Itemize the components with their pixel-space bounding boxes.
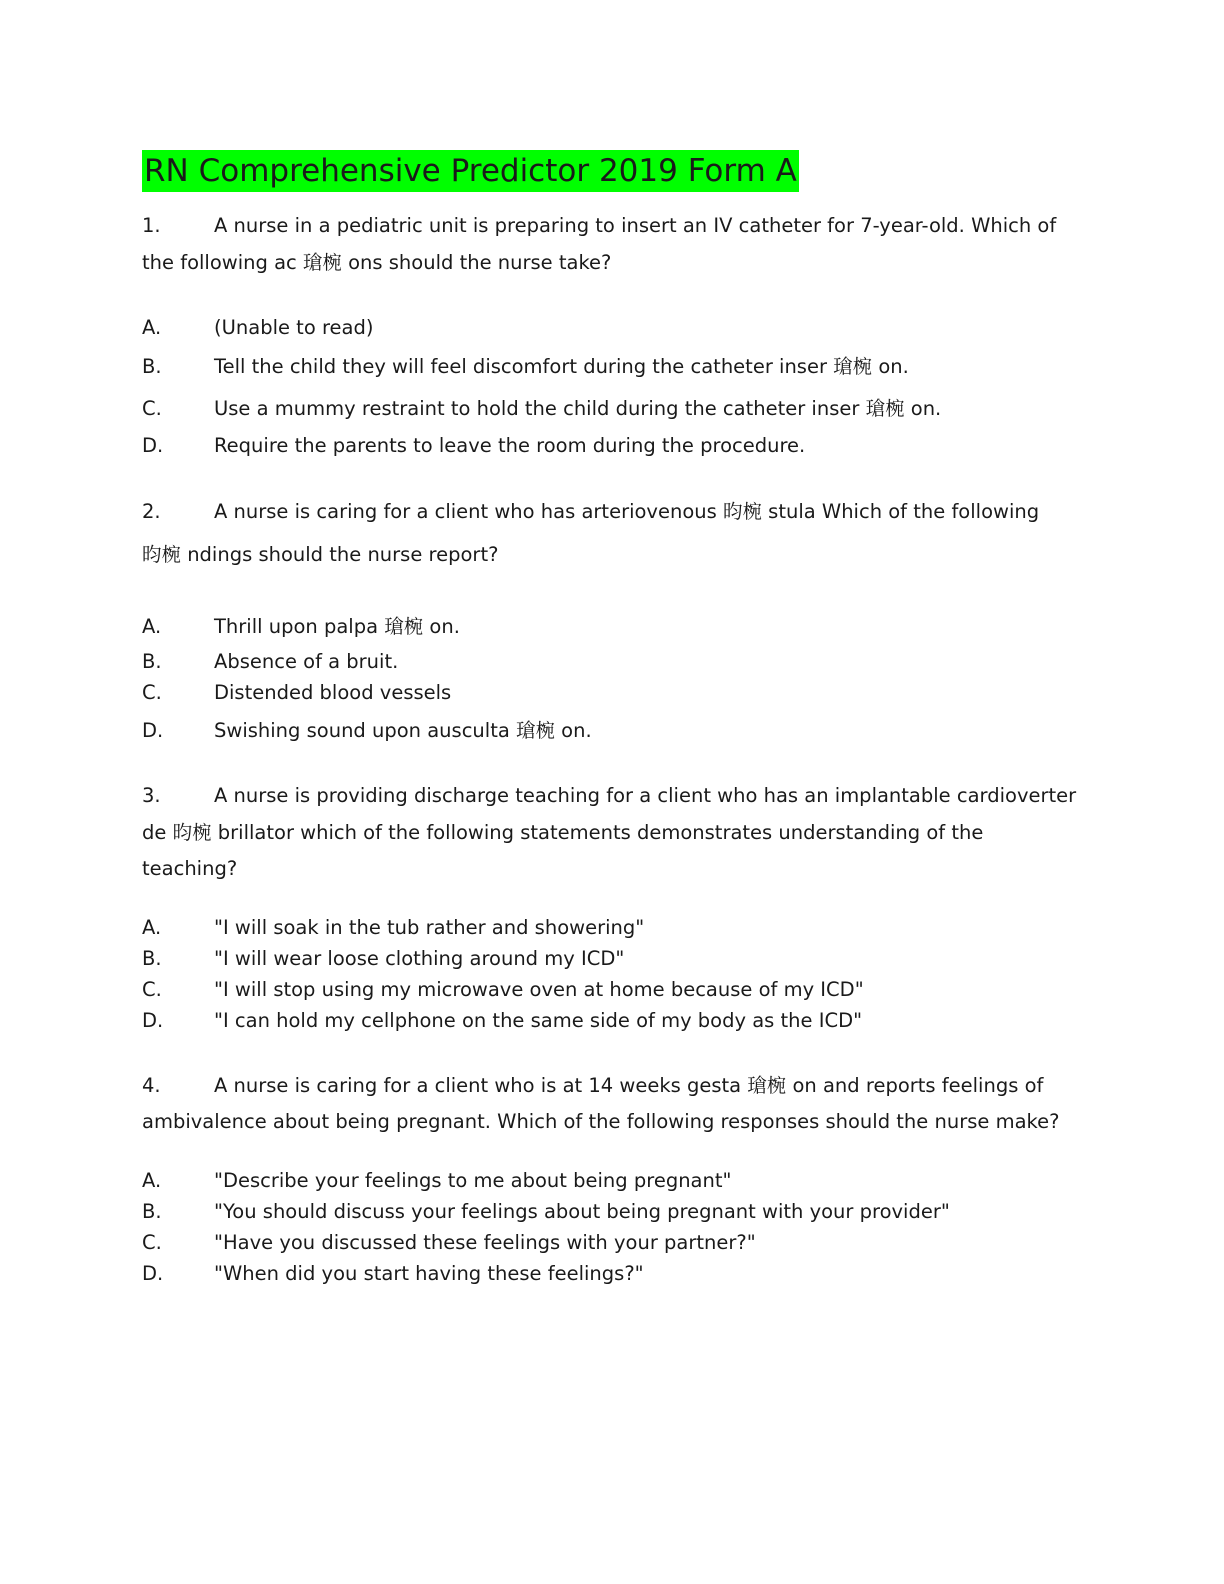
- option-text: "You should discuss your feelings about being pregnant with your provider": [214, 1200, 950, 1223]
- option-text: "I can hold my cellphone on the same side of my body as the ICD": [214, 1009, 863, 1032]
- question-text: A nurse is caring for a client who is at 14 weeks gesta 瑲椀 on and reports feelings of: [214, 1074, 1044, 1097]
- option-letter: B.: [142, 650, 162, 673]
- document-title: RN Comprehensive Predictor 2019 Form A: [142, 150, 799, 192]
- option-letter: B.: [142, 947, 162, 970]
- option-text: Absence of a bruit.: [214, 650, 399, 673]
- option-letter: D.: [142, 719, 164, 742]
- option-letter: D.: [142, 434, 164, 457]
- option-text: "I will wear loose clothing around my ICD": [214, 947, 625, 970]
- question-number: 3.: [142, 784, 161, 807]
- option-letter: C.: [142, 681, 162, 704]
- option-letter: A.: [142, 316, 162, 339]
- option-text: "I will stop using my microwave oven at home because of my ICD": [214, 978, 864, 1001]
- option-letter: C.: [142, 978, 162, 1001]
- question-text-continued: teaching?: [142, 857, 238, 880]
- option-text: Thrill upon palpa 瑲椀 on.: [214, 615, 460, 638]
- option-letter: D.: [142, 1262, 164, 1285]
- question-number: 4.: [142, 1074, 161, 1097]
- option-text: Distended blood vessels: [214, 681, 452, 704]
- question-text-continued: de 昀椀 brillator which of the following statements demonstrates understanding of the: [142, 821, 984, 844]
- option-letter: C.: [142, 397, 162, 420]
- option-text: Tell the child they will feel discomfort during the catheter inser 瑲椀 on.: [214, 355, 909, 378]
- question-text-continued: the following ac 瑲椀 ons should the nurse take?: [142, 251, 612, 274]
- option-text: Use a mummy restraint to hold the child during the catheter inser 瑲椀 on.: [214, 397, 942, 420]
- question-number: 2.: [142, 500, 161, 523]
- option-text: "Describe your feelings to me about being pregnant": [214, 1169, 732, 1192]
- question-text-continued: ambivalence about being pregnant. Which of the following responses should the nurse make?: [142, 1110, 1060, 1133]
- option-letter: A.: [142, 1169, 162, 1192]
- option-text: "When did you start having these feelings?": [214, 1262, 644, 1285]
- question-text: A nurse is caring for a client who has arteriovenous 昀椀 stula Which of the following: [214, 500, 1040, 523]
- option-text: (Unable to read): [214, 316, 374, 339]
- option-text: "Have you discussed these feelings with your partner?": [214, 1231, 756, 1254]
- option-letter: C.: [142, 1231, 162, 1254]
- option-text: "I will soak in the tub rather and showering": [214, 916, 645, 939]
- option-letter: B.: [142, 355, 162, 378]
- option-letter: D.: [142, 1009, 164, 1032]
- option-letter: A.: [142, 615, 162, 638]
- question-text: A nurse in a pediatric unit is preparing to insert an IV catheter for 7-year-old. Which of: [214, 214, 1057, 237]
- option-text: Swishing sound upon ausculta 瑲椀 on.: [214, 719, 592, 742]
- question-text: A nurse is providing discharge teaching for a client who has an implantable cardioverter: [214, 784, 1077, 807]
- question-number: 1.: [142, 214, 161, 237]
- option-text: Require the parents to leave the room during the procedure.: [214, 434, 806, 457]
- option-letter: B.: [142, 1200, 162, 1223]
- option-letter: A.: [142, 916, 162, 939]
- question-text-continued: 昀椀 ndings should the nurse report?: [142, 543, 499, 566]
